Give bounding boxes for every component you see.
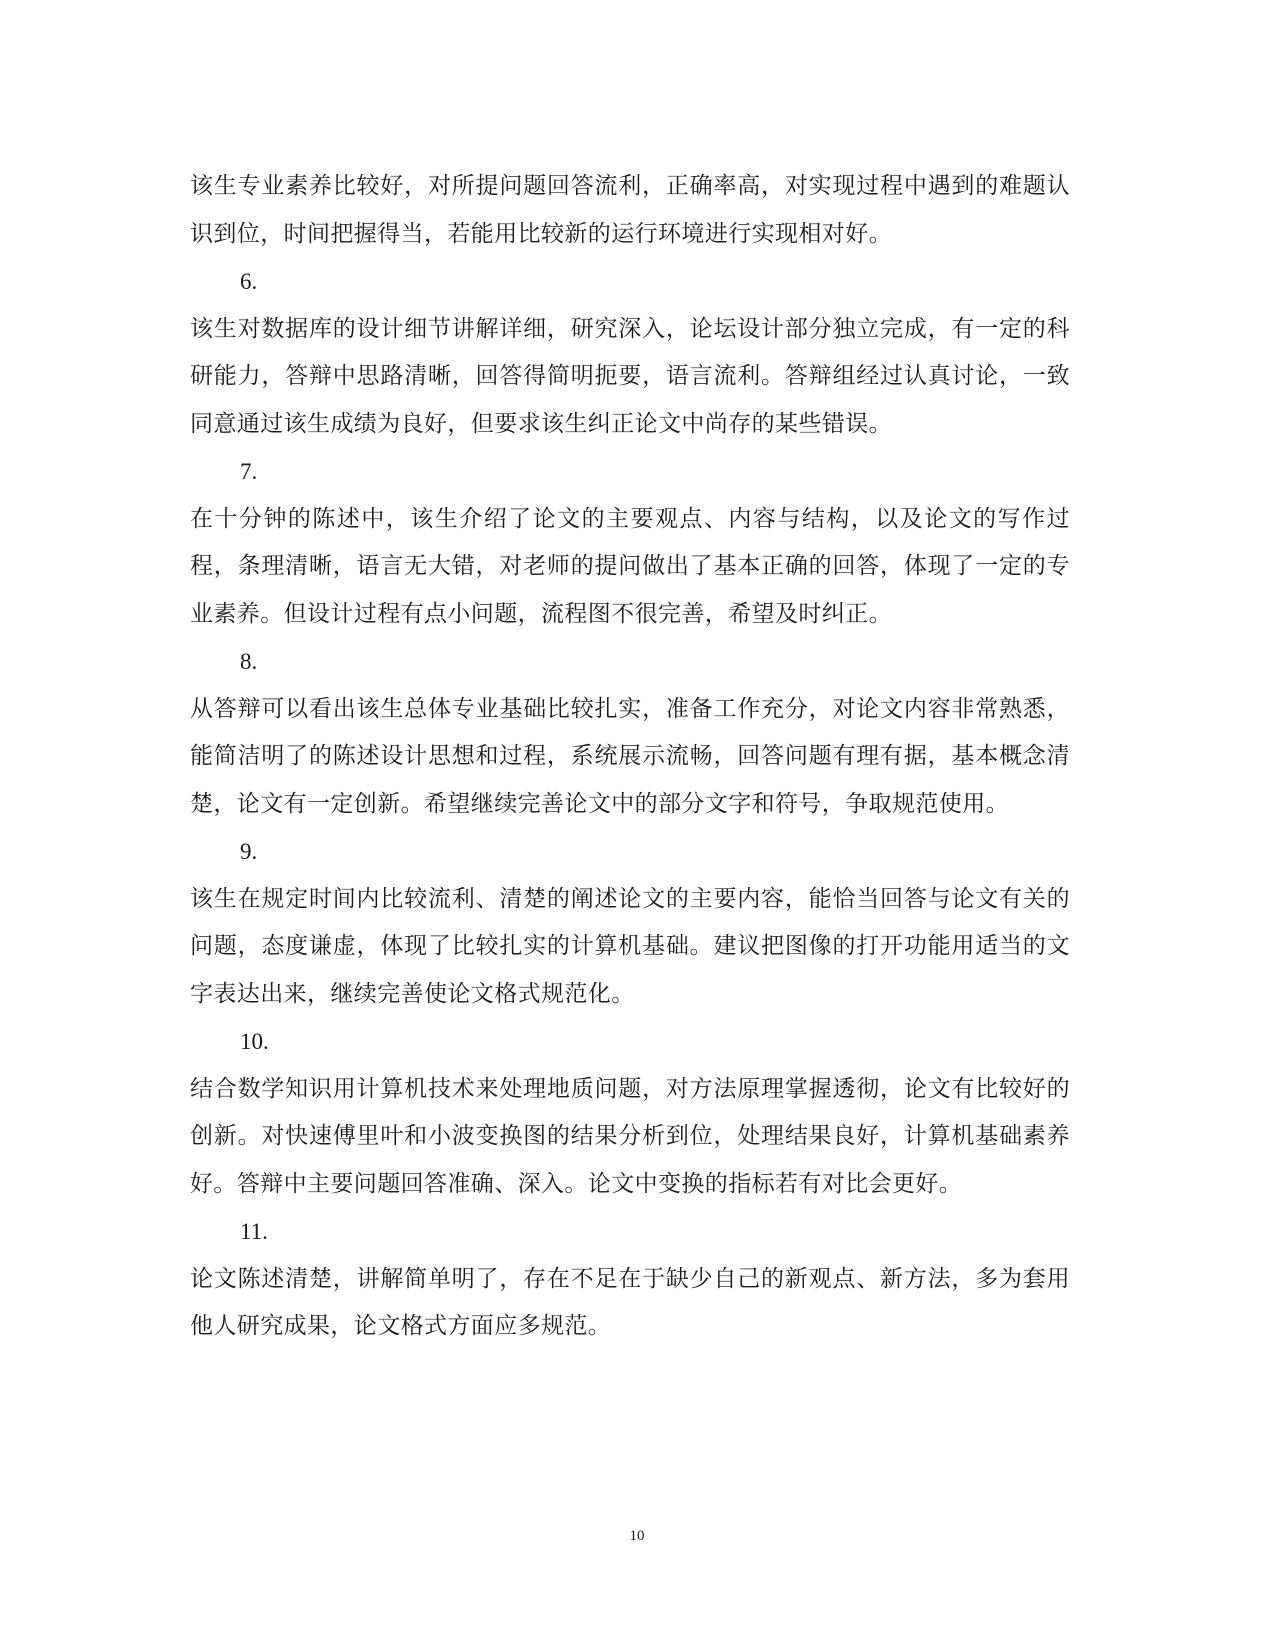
item-number: 6. xyxy=(240,269,258,294)
page-number: 10 xyxy=(629,1528,645,1544)
item-number: 10. xyxy=(240,1029,269,1054)
document-body xyxy=(190,163,1070,1351)
item-number: 8. xyxy=(240,649,258,674)
paragraph: 该生对数据库的设计细节讲解详细，研究深入，论坛设计部分独立完成，有一定的科研能力，答辩中思路清晰，回答得简明扼要，语言流利。答辩组经过认真讨论，一致同意通过该生成绩为良好，但要求该生纠正论文中尚存的某些错误。 xyxy=(190,315,1070,437)
paragraph: 该生在规定时间内比较流利、清楚的阐述论文的主要内容，能恰当回答与论文有关的问题，态度谦虚，体现了比较扎实的计算机基础。建议把图像的打开功能用适当的文字表达出来，继续完善使论文格式规范化。 xyxy=(190,885,1070,1007)
paragraph: 结合数学知识用计算机技术来处理地质问题，对方法原理掌握透彻，论文有比较好的创新。对快速傅里叶和小波变换图的结果分析到位，处理结果良好，计算机基础素养好。答辩中主要问题回答准确、深入。论文中变换的指标若有对比会更好。 xyxy=(190,1075,1070,1197)
item-number: 7. xyxy=(240,459,258,484)
paragraph: 该生专业素养比较好，对所提问题回答流利，正确率高，对实现过程中遇到的难题认识到位，时间把握得当，若能用比较新的运行环境进行实现相对好。 xyxy=(190,173,1070,247)
paragraph: 从答辩可以看出该生总体专业基础比较扎实，准备工作充分，对论文内容非常熟悉，能简洁明了的陈述设计思想和过程，系统展示流畅，回答问题有理有据，基本概念清楚，论文有一定创新。希望继续完善论文中的部分文字和符号，争取规范使用。 xyxy=(190,695,1070,817)
paragraph: 论文陈述清楚，讲解简单明了，存在不足在于缺少自己的新观点、新方法，多为套用他人研究成果，论文格式方面应多规范。 xyxy=(190,1265,1070,1339)
item-number: 9. xyxy=(240,839,258,864)
paragraph: 在十分钟的陈述中，该生介绍了论文的主要观点、内容与结构，以及论文的写作过程，条理清晰，语言无大错，对老师的提问做出了基本正确的回答，体现了一定的专业素养。但设计过程有点小问题，流程图不很完善，希望及时纠正。 xyxy=(190,505,1070,627)
item-number: 11. xyxy=(240,1219,268,1244)
